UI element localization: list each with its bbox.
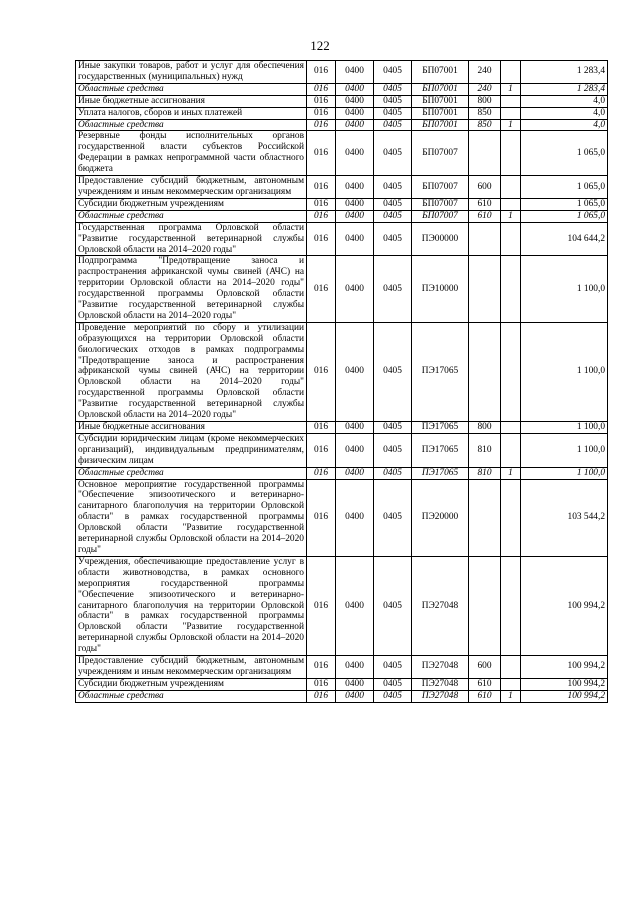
section-code: 0400 xyxy=(336,61,374,84)
funding-source-code xyxy=(501,95,521,107)
subsection-code: 0405 xyxy=(374,198,412,210)
ministry-code: 016 xyxy=(307,119,336,131)
expense-type-code xyxy=(469,256,501,322)
row-name: Уплата налогов, сборов и иных платежей xyxy=(76,107,307,119)
funding-source-code xyxy=(501,131,521,176)
row-name: Областные средства xyxy=(76,119,307,131)
table-row xyxy=(76,95,608,107)
amount: 100 994,2 xyxy=(521,690,608,702)
funding-source-code xyxy=(501,422,521,434)
expense-type-code: 810 xyxy=(469,467,501,479)
amount: 1 100,0 xyxy=(521,467,608,479)
ministry-code: 016 xyxy=(307,107,336,119)
expense-type-code: 800 xyxy=(469,422,501,434)
target-article-code: БП07001 xyxy=(412,119,469,131)
section-code: 0400 xyxy=(336,322,374,421)
ministry-code: 016 xyxy=(307,678,336,690)
funding-source-code xyxy=(501,176,521,199)
table-row xyxy=(76,678,608,690)
subsection-code: 0405 xyxy=(374,176,412,199)
subsection-code: 0405 xyxy=(374,256,412,322)
target-article-code: БП07007 xyxy=(412,210,469,222)
ministry-code: 016 xyxy=(307,176,336,199)
target-article-code: БП07001 xyxy=(412,83,469,95)
expense-type-code: 850 xyxy=(469,107,501,119)
amount: 4,0 xyxy=(521,107,608,119)
table-row xyxy=(76,433,608,467)
expense-type-code: 810 xyxy=(469,433,501,467)
ministry-code: 016 xyxy=(307,322,336,421)
amount: 4,0 xyxy=(521,119,608,131)
section-code: 0400 xyxy=(336,222,374,256)
ministry-code: 016 xyxy=(307,83,336,95)
table-row xyxy=(76,107,608,119)
target-article-code: ПЭ00000 xyxy=(412,222,469,256)
table-row xyxy=(76,322,608,421)
funding-source-code xyxy=(501,107,521,119)
funding-source-code xyxy=(501,556,521,655)
expense-type-code: 610 xyxy=(469,210,501,222)
amount: 1 100,0 xyxy=(521,256,608,322)
subsection-code: 0405 xyxy=(374,479,412,556)
amount: 103 544,2 xyxy=(521,479,608,556)
expense-type-code: 850 xyxy=(469,119,501,131)
ministry-code: 016 xyxy=(307,131,336,176)
subsection-code: 0405 xyxy=(374,61,412,84)
target-article-code: БП07007 xyxy=(412,131,469,176)
target-article-code: ПЭ27048 xyxy=(412,678,469,690)
funding-source-code: 1 xyxy=(501,210,521,222)
table-row xyxy=(76,119,608,131)
table-row xyxy=(76,131,608,176)
section-code: 0400 xyxy=(336,83,374,95)
subsection-code: 0405 xyxy=(374,222,412,256)
ministry-code: 016 xyxy=(307,95,336,107)
row-name: Областные средства xyxy=(76,83,307,95)
ministry-code: 016 xyxy=(307,690,336,702)
subsection-code: 0405 xyxy=(374,656,412,679)
amount: 1 283,4 xyxy=(521,61,608,84)
row-name: Субсидии бюджетным учреждениям xyxy=(76,198,307,210)
funding-source-code xyxy=(501,678,521,690)
table-row xyxy=(76,176,608,199)
ministry-code: 016 xyxy=(307,656,336,679)
target-article-code: ПЭ17065 xyxy=(412,322,469,421)
expense-type-code: 600 xyxy=(469,176,501,199)
expense-type-code xyxy=(469,222,501,256)
table-row xyxy=(76,656,608,679)
row-name: Предоставление субсидий бюджетным, автономным учреждениям и иным некоммерческим организациям xyxy=(76,176,307,199)
amount: 4,0 xyxy=(521,95,608,107)
section-code: 0400 xyxy=(336,107,374,119)
section-code: 0400 xyxy=(336,433,374,467)
target-article-code: ПЭ27048 xyxy=(412,656,469,679)
expense-type-code: 600 xyxy=(469,656,501,679)
funding-source-code xyxy=(501,198,521,210)
subsection-code: 0405 xyxy=(374,131,412,176)
target-article-code: ПЭ17065 xyxy=(412,433,469,467)
row-name: Областные средства xyxy=(76,210,307,222)
target-article-code: ПЭ27048 xyxy=(412,556,469,655)
amount: 1 100,0 xyxy=(521,322,608,421)
row-name: Иные бюджетные ассигнования xyxy=(76,95,307,107)
funding-source-code: 1 xyxy=(501,690,521,702)
table-row xyxy=(76,61,608,84)
expense-type-code xyxy=(469,479,501,556)
subsection-code: 0405 xyxy=(374,210,412,222)
target-article-code: БП07001 xyxy=(412,107,469,119)
ministry-code: 016 xyxy=(307,210,336,222)
row-name: Иные бюджетные ассигнования xyxy=(76,422,307,434)
subsection-code: 0405 xyxy=(374,433,412,467)
row-name: Областные средства xyxy=(76,467,307,479)
ministry-code: 016 xyxy=(307,433,336,467)
row-name: Субсидии юридическим лицам (кроме некоммерческих организаций), индивидуальным предпринимателям, физическим лицам xyxy=(76,433,307,467)
amount: 1 100,0 xyxy=(521,433,608,467)
ministry-code: 016 xyxy=(307,198,336,210)
page-number: 122 xyxy=(310,38,330,53)
row-name: Резервные фонды исполнительных органов государственной власти субъектов Российской Федерации в рамках непрограммной части областного бюджета xyxy=(76,131,307,176)
target-article-code: БП07001 xyxy=(412,95,469,107)
table-row xyxy=(76,479,608,556)
ministry-code: 016 xyxy=(307,61,336,84)
table-row xyxy=(76,690,608,702)
row-name: Предоставление субсидий бюджетным, автономным учреждениям и иным некоммерческим организациям xyxy=(76,656,307,679)
table-row xyxy=(76,198,608,210)
subsection-code: 0405 xyxy=(374,83,412,95)
expense-type-code: 240 xyxy=(469,83,501,95)
target-article-code: ПЭ10000 xyxy=(412,256,469,322)
subsection-code: 0405 xyxy=(374,467,412,479)
expense-type-code xyxy=(469,131,501,176)
target-article-code: ПЭ17065 xyxy=(412,422,469,434)
section-code: 0400 xyxy=(336,256,374,322)
target-article-code: ПЭ17065 xyxy=(412,467,469,479)
section-code: 0400 xyxy=(336,556,374,655)
section-code: 0400 xyxy=(336,678,374,690)
funding-source-code: 1 xyxy=(501,119,521,131)
section-code: 0400 xyxy=(336,198,374,210)
funding-source-code xyxy=(501,479,521,556)
ministry-code: 016 xyxy=(307,556,336,655)
target-article-code: БП07001 xyxy=(412,61,469,84)
section-code: 0400 xyxy=(336,176,374,199)
funding-source-code xyxy=(501,256,521,322)
section-code: 0400 xyxy=(336,656,374,679)
funding-source-code xyxy=(501,222,521,256)
amount: 1 283,4 xyxy=(521,83,608,95)
row-name: Областные средства xyxy=(76,690,307,702)
funding-source-code xyxy=(501,61,521,84)
amount: 100 994,2 xyxy=(521,556,608,655)
ministry-code: 016 xyxy=(307,256,336,322)
row-name: Основное мероприятие государственной программы "Обеспечение эпизоотического и ветеринарно-санитарного благополучия на территории Орловской области" в рамках государственной программы Орловской области "Развитие государственной ветеринарной службы Орловской области на 2014–2020 годы" xyxy=(76,479,307,556)
subsection-code: 0405 xyxy=(374,422,412,434)
section-code: 0400 xyxy=(336,210,374,222)
amount: 100 994,2 xyxy=(521,656,608,679)
subsection-code: 0405 xyxy=(374,322,412,421)
row-name: Субсидии бюджетным учреждениям xyxy=(76,678,307,690)
funding-source-code xyxy=(501,433,521,467)
amount: 1 065,0 xyxy=(521,198,608,210)
amount: 104 644,2 xyxy=(521,222,608,256)
target-article-code: ПЭ27048 xyxy=(412,690,469,702)
table-row xyxy=(76,556,608,655)
expense-type-code: 240 xyxy=(469,61,501,84)
subsection-code: 0405 xyxy=(374,690,412,702)
table-row xyxy=(76,422,608,434)
subsection-code: 0405 xyxy=(374,107,412,119)
table-row xyxy=(76,222,608,256)
funding-source-code xyxy=(501,656,521,679)
ministry-code: 016 xyxy=(307,222,336,256)
amount: 100 994,2 xyxy=(521,678,608,690)
target-article-code: ПЭ20000 xyxy=(412,479,469,556)
row-name: Иные закупки товаров, работ и услуг для обеспечения государственных (муниципальных) нужд xyxy=(76,61,307,84)
funding-source-code xyxy=(501,322,521,421)
expense-type-code xyxy=(469,556,501,655)
expense-type-code: 800 xyxy=(469,95,501,107)
amount: 1 100,0 xyxy=(521,422,608,434)
section-code: 0400 xyxy=(336,467,374,479)
amount: 1 065,0 xyxy=(521,131,608,176)
section-code: 0400 xyxy=(336,95,374,107)
target-article-code: БП07007 xyxy=(412,176,469,199)
expense-type-code xyxy=(469,322,501,421)
section-code: 0400 xyxy=(336,479,374,556)
subsection-code: 0405 xyxy=(374,556,412,655)
budget-table xyxy=(75,60,608,703)
ministry-code: 016 xyxy=(307,467,336,479)
expense-type-code: 610 xyxy=(469,690,501,702)
amount: 1 065,0 xyxy=(521,176,608,199)
expense-type-code: 610 xyxy=(469,678,501,690)
row-name: Проведение мероприятий по сбору и утилизации образующихся на территории Орловской области биологических отходов в рамках подпрограммы "Предотвращение заноса и распространения африканской чумы свиней (АЧС) на территории Орловской области на 2014–2020 годы" государственной программы Орловской области "Развитие государственной ветеринарной службы Орловской области на 2014–2020 годы" xyxy=(76,322,307,421)
section-code: 0400 xyxy=(336,422,374,434)
ministry-code: 016 xyxy=(307,479,336,556)
ministry-code: 016 xyxy=(307,422,336,434)
amount: 1 065,0 xyxy=(521,210,608,222)
row-name: Подпрограмма "Предотвращение заноса и распространения африканской чумы свиней (АЧС) на территории Орловской области на 2014–2020 годы" государственной программы Орловской области "Развитие государственной ветеринарной службы Орловской области на 2014–2020 годы" xyxy=(76,256,307,322)
target-article-code: БП07007 xyxy=(412,198,469,210)
table-row xyxy=(76,467,608,479)
table-row xyxy=(76,210,608,222)
section-code: 0400 xyxy=(336,690,374,702)
section-code: 0400 xyxy=(336,119,374,131)
table-row xyxy=(76,256,608,322)
row-name: Учреждения, обеспечивающие предоставление услуг в области животноводства, в рамках основного мероприятия государственной программы "Обеспечение эпизоотического и ветеринарно-санитарного благополучия на территории Орловской области" в рамках государственной программы Орловской области "Развитие государственной ветеринарной службы Орловской области на 2014–2020 годы" xyxy=(76,556,307,655)
row-name: Государственная программа Орловской области "Развитие государственной ветеринарной службы Орловской области на 2014–2020 годы" xyxy=(76,222,307,256)
funding-source-code: 1 xyxy=(501,467,521,479)
subsection-code: 0405 xyxy=(374,95,412,107)
funding-source-code: 1 xyxy=(501,83,521,95)
table-row xyxy=(76,83,608,95)
subsection-code: 0405 xyxy=(374,678,412,690)
subsection-code: 0405 xyxy=(374,119,412,131)
expense-type-code: 610 xyxy=(469,198,501,210)
section-code: 0400 xyxy=(336,131,374,176)
